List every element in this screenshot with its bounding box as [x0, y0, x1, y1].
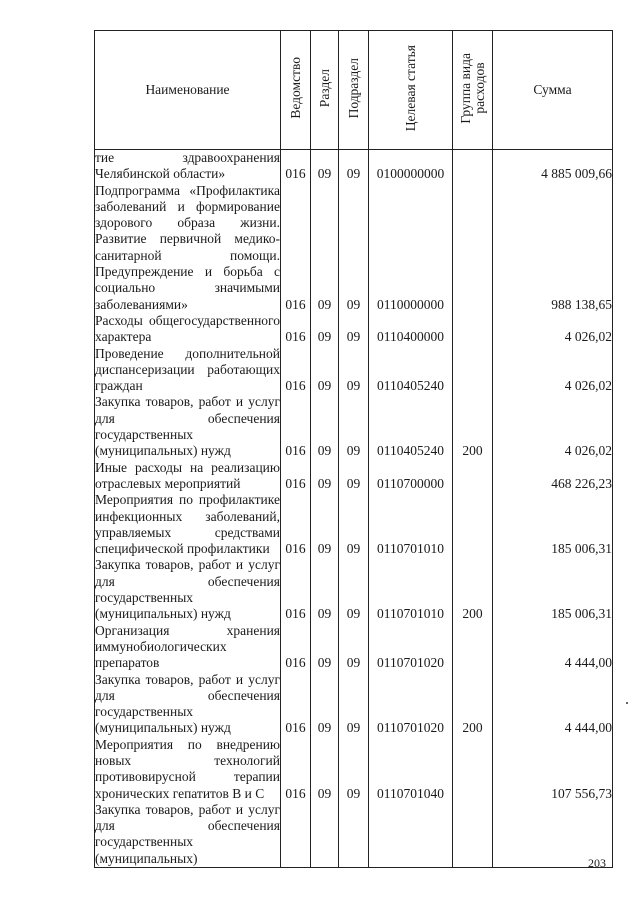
cell-target: 0110700000 [369, 460, 453, 493]
cell-sum: 4 444,00 [493, 623, 613, 672]
cell-group [453, 737, 493, 802]
cell-subsection: 09 [339, 557, 369, 622]
cell-section: 09 [311, 737, 339, 802]
cell-name: Подпрограмма «Профилактика заболеваний и формирование здорового образа жизни. Развитие первичной медико-санитарной помощи. Предупреждение и борьба с социально значимыми заболеваниями» [95, 182, 280, 312]
header-name: Наименование [95, 31, 281, 150]
cell-group [453, 460, 493, 493]
cell-name: Расходы общегосударственного характера [95, 312, 280, 345]
cell-sum: 988 138,65 [493, 183, 613, 313]
cell-subsection: 09 [339, 460, 369, 493]
cell-target: 0110405240 [369, 346, 453, 395]
table-body [95, 150, 613, 868]
cell-subsection: 09 [339, 183, 369, 313]
cell-group: 200 [453, 394, 493, 459]
cell-subsection: 09 [339, 346, 369, 395]
table-row [95, 492, 613, 557]
cell-group [453, 623, 493, 672]
table-row [95, 672, 613, 737]
cell-target: 0110405240 [369, 394, 453, 459]
cell-sum: 185 006,31 [493, 492, 613, 557]
cell-name: Закупка товаров, работ и услуг для обеспечения государственных (муниципальных) нужд [95, 557, 280, 622]
cell-group: 200 [453, 672, 493, 737]
cell-sum: 4 026,02 [493, 313, 613, 346]
table-row [95, 557, 613, 622]
cell-name: Закупка товаров, работ и услуг для обеспечения государственных (муниципальных) нужд [95, 671, 280, 736]
cell-section: 09 [311, 557, 339, 622]
cell-dept: 016 [281, 557, 311, 622]
cell-sum: 4 444,00 [493, 672, 613, 737]
cell-name: Иные расходы на реализацию отраслевых мероприятий [95, 459, 280, 491]
cell-name: Закупка товаров, работ и услуг для обеспечения государственных (муниципальных) нужд [95, 394, 280, 459]
cell-section: 09 [311, 313, 339, 346]
cell-subsection: 09 [339, 672, 369, 737]
cell-target: 0110000000 [369, 183, 453, 313]
cell-group [453, 183, 493, 313]
cell-sum: 468 226,23 [493, 460, 613, 493]
cell-dept: 016 [281, 313, 311, 346]
cell-group [453, 492, 493, 557]
cell-subsection: 09 [339, 394, 369, 459]
cell-dept: 016 [281, 460, 311, 493]
table-row [95, 460, 613, 493]
cell-target: 0110400000 [369, 313, 453, 346]
cell-group [453, 346, 493, 395]
page-number: 203 [588, 856, 606, 870]
cell-section [311, 802, 339, 868]
cell-dept: 016 [281, 623, 311, 672]
cell-sum: 4 885 009,66 [493, 150, 613, 183]
cell-subsection: 09 [339, 313, 369, 346]
header-group: Группа вида расходов [453, 31, 493, 150]
cell-subsection: 09 [339, 492, 369, 557]
header-section: Раздел [311, 31, 339, 150]
cell-name: Проведение дополнительной диспансеризации работающих граждан [95, 345, 280, 394]
cell-section: 09 [311, 150, 339, 183]
cell-sum: 185 006,31 [493, 557, 613, 622]
cell-subsection: 09 [339, 623, 369, 672]
cell-dept: 016 [281, 394, 311, 459]
cell-name: Организация хранения иммунобиологических препаратов [95, 622, 280, 671]
budget-table [94, 30, 613, 868]
cell-dept: 016 [281, 737, 311, 802]
header-target: Целевая статья [369, 31, 453, 150]
cell-target: 0110701040 [369, 737, 453, 802]
cell-target: 0110701010 [369, 557, 453, 622]
table-row [95, 623, 613, 672]
cell-dept [281, 802, 311, 868]
cell-section: 09 [311, 394, 339, 459]
cell-section: 09 [311, 346, 339, 395]
cell-target: 0100000000 [369, 150, 453, 183]
cell-section: 09 [311, 460, 339, 493]
cell-name: тие здравоохранения Челябинской области» [95, 150, 280, 182]
table-row [95, 346, 613, 395]
cell-section: 09 [311, 623, 339, 672]
header-dept: Ведомство [281, 31, 311, 150]
cell-sum: 107 556,73 [493, 737, 613, 802]
cell-subsection: 09 [339, 737, 369, 802]
table-header [95, 31, 613, 150]
cell-section: 09 [311, 183, 339, 313]
cell-dept: 016 [281, 150, 311, 183]
cell-dept: 016 [281, 346, 311, 395]
cell-sum: 4 026,02 [493, 394, 613, 459]
table-row [95, 183, 613, 313]
table-row [95, 737, 613, 802]
cell-name: Мероприятия по внедрению новых технологий противовирусной терапии хронических гепатитов В и С [95, 736, 280, 801]
table-row [95, 802, 613, 868]
cell-group [453, 150, 493, 183]
cell-sum: 4 026,02 [493, 346, 613, 395]
cell-group [453, 802, 493, 868]
cell-subsection [339, 802, 369, 868]
cell-target: 0110701020 [369, 623, 453, 672]
cell-group: 200 [453, 557, 493, 622]
cell-name: Закупка товаров, работ и услуг для обеспечения государственных (муниципальных) [95, 801, 280, 866]
cell-group [453, 313, 493, 346]
cell-target [369, 802, 453, 868]
table-row [95, 150, 613, 183]
cell-target: 0110701010 [369, 492, 453, 557]
cell-section: 09 [311, 672, 339, 737]
table-row [95, 394, 613, 459]
cell-dept: 016 [281, 183, 311, 313]
cell-target: 0110701020 [369, 672, 453, 737]
cell-dept: 016 [281, 492, 311, 557]
header-sum: Сумма [493, 31, 613, 150]
table-row [95, 313, 613, 346]
cell-dept: 016 [281, 672, 311, 737]
cell-name: Мероприятия по профилактике инфекционных заболеваний, управляемых средствами специфической профилактики [95, 492, 280, 557]
cell-subsection: 09 [339, 150, 369, 183]
scan-speck [626, 702, 628, 704]
header-subsection: Подраздел [339, 31, 369, 150]
cell-section: 09 [311, 492, 339, 557]
